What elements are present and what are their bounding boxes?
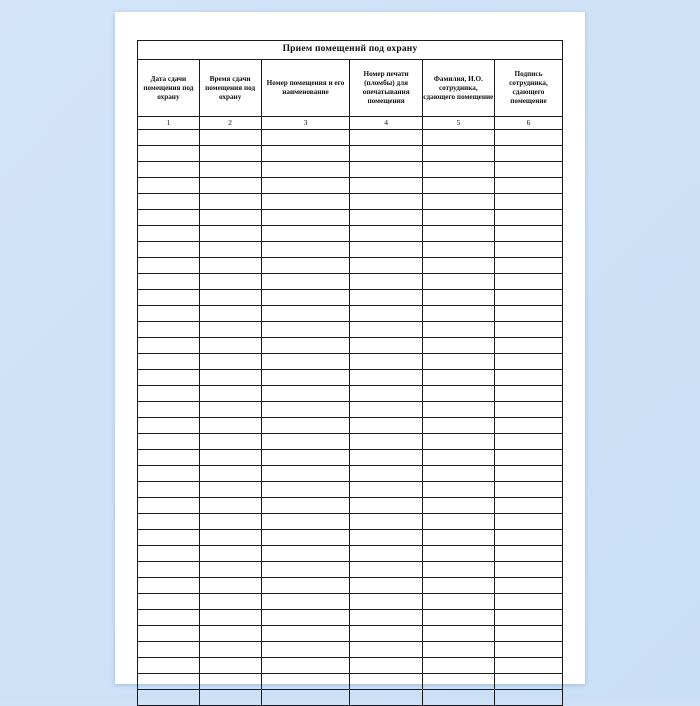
table-cell-empty xyxy=(138,290,200,306)
table-cell-empty xyxy=(261,306,350,322)
table-cell-empty xyxy=(261,434,350,450)
table-cell-empty xyxy=(494,386,562,402)
table-cell-empty xyxy=(494,594,562,610)
table-cell-empty xyxy=(350,386,422,402)
table-row xyxy=(138,242,563,258)
table-cell-empty xyxy=(422,418,494,434)
table-cell-empty xyxy=(494,146,562,162)
table-row xyxy=(138,130,563,146)
table-cell-empty xyxy=(199,594,261,610)
table-cell-empty xyxy=(138,242,200,258)
table-cell-empty xyxy=(261,642,350,658)
table-row xyxy=(138,210,563,226)
table-row xyxy=(138,290,563,306)
table-cell-empty xyxy=(138,322,200,338)
table-cell-empty xyxy=(422,674,494,690)
table-header-row xyxy=(138,60,563,117)
table-cell-empty xyxy=(138,402,200,418)
table-cell-empty xyxy=(422,162,494,178)
table-row xyxy=(138,274,563,290)
table-row xyxy=(138,402,563,418)
table-cell-empty xyxy=(199,450,261,466)
table-row xyxy=(138,466,563,482)
table-row xyxy=(138,306,563,322)
table-cell-empty xyxy=(138,610,200,626)
document-sheet xyxy=(115,12,585,684)
table-cell-empty xyxy=(138,562,200,578)
table-cell-empty xyxy=(138,514,200,530)
table-cell-empty xyxy=(138,594,200,610)
table-cell-empty xyxy=(261,514,350,530)
table-cell-empty xyxy=(138,450,200,466)
table-row xyxy=(138,674,563,690)
table-cell-empty xyxy=(350,322,422,338)
table-row xyxy=(138,610,563,626)
column-number-4: 4 xyxy=(350,117,422,130)
table-row xyxy=(138,418,563,434)
table-cell-empty xyxy=(350,130,422,146)
table-cell-empty xyxy=(199,162,261,178)
table-cell-empty xyxy=(261,402,350,418)
table-cell-empty xyxy=(494,306,562,322)
registration-table xyxy=(137,59,563,706)
table-row xyxy=(138,658,563,674)
table-cell-empty xyxy=(350,146,422,162)
table-cell-empty xyxy=(261,370,350,386)
table-cell-empty xyxy=(261,466,350,482)
table-cell-empty xyxy=(494,658,562,674)
table-cell-empty xyxy=(261,210,350,226)
table-cell-empty xyxy=(138,226,200,242)
column-header-room: Номер помещения и его наименование xyxy=(261,60,350,117)
table-cell-empty xyxy=(261,674,350,690)
table-cell-empty xyxy=(494,434,562,450)
table-cell-empty xyxy=(350,658,422,674)
table-row xyxy=(138,258,563,274)
table-cell-empty xyxy=(199,578,261,594)
table-cell-empty xyxy=(261,146,350,162)
table-cell-empty xyxy=(199,514,261,530)
table-cell-empty xyxy=(422,306,494,322)
table-cell-empty xyxy=(138,546,200,562)
table-cell-empty xyxy=(138,386,200,402)
table-cell-empty xyxy=(494,194,562,210)
table-cell-empty xyxy=(422,482,494,498)
table-cell-empty xyxy=(199,194,261,210)
table-cell-empty xyxy=(261,162,350,178)
table-cell-empty xyxy=(199,258,261,274)
table-cell-empty xyxy=(138,434,200,450)
table-cell-empty xyxy=(261,594,350,610)
table-cell-empty xyxy=(350,258,422,274)
table-cell-empty xyxy=(350,626,422,642)
table-cell-empty xyxy=(261,130,350,146)
table-cell-empty xyxy=(494,450,562,466)
table-cell-empty xyxy=(138,210,200,226)
table-cell-empty xyxy=(422,594,494,610)
table-cell-empty xyxy=(199,498,261,514)
table-number-row xyxy=(138,117,563,130)
table-cell-empty xyxy=(494,258,562,274)
table-cell-empty xyxy=(199,210,261,226)
table-cell-empty xyxy=(199,610,261,626)
table-cell-empty xyxy=(199,306,261,322)
table-row xyxy=(138,498,563,514)
table-cell-empty xyxy=(261,258,350,274)
table-cell-empty xyxy=(422,274,494,290)
table-cell-empty xyxy=(199,178,261,194)
table-row xyxy=(138,514,563,530)
table-cell-empty xyxy=(494,322,562,338)
table-cell-empty xyxy=(350,210,422,226)
table-cell-empty xyxy=(138,130,200,146)
table-cell-empty xyxy=(494,498,562,514)
table-cell-empty xyxy=(261,482,350,498)
table-cell-empty xyxy=(261,610,350,626)
table-cell-empty xyxy=(350,290,422,306)
table-row xyxy=(138,146,563,162)
table-cell-empty xyxy=(199,626,261,642)
table-cell-empty xyxy=(422,402,494,418)
table-cell-empty xyxy=(138,642,200,658)
table-cell-empty xyxy=(494,242,562,258)
table-cell-empty xyxy=(199,290,261,306)
table-cell-empty xyxy=(199,482,261,498)
table-cell-empty xyxy=(261,450,350,466)
table-row xyxy=(138,642,563,658)
table-cell-empty xyxy=(350,370,422,386)
table-cell-empty xyxy=(422,658,494,674)
table-cell-empty xyxy=(350,466,422,482)
table-cell-empty xyxy=(350,546,422,562)
table-cell-empty xyxy=(261,354,350,370)
table-cell-empty xyxy=(199,242,261,258)
table-cell-empty xyxy=(494,370,562,386)
table-cell-empty xyxy=(422,338,494,354)
table-cell-empty xyxy=(138,690,200,706)
table-cell-empty xyxy=(350,162,422,178)
column-header-time: Время сдачи помещения под охрану xyxy=(199,60,261,117)
table-cell-empty xyxy=(350,482,422,498)
table-cell-empty xyxy=(138,626,200,642)
table-cell-empty xyxy=(138,258,200,274)
table-row xyxy=(138,162,563,178)
column-number-2: 2 xyxy=(199,117,261,130)
table-cell-empty xyxy=(350,594,422,610)
table-header xyxy=(138,60,563,130)
table-cell-empty xyxy=(199,418,261,434)
table-row xyxy=(138,530,563,546)
column-number-5: 5 xyxy=(422,117,494,130)
table-cell-empty xyxy=(261,274,350,290)
table-cell-empty xyxy=(350,434,422,450)
table-row xyxy=(138,578,563,594)
table-cell-empty xyxy=(350,690,422,706)
table-cell-empty xyxy=(138,466,200,482)
table-cell-empty xyxy=(422,578,494,594)
table-cell-empty xyxy=(138,530,200,546)
table-body xyxy=(138,130,563,706)
table-cell-empty xyxy=(138,274,200,290)
table-cell-empty xyxy=(494,530,562,546)
table-cell-empty xyxy=(422,546,494,562)
table-row xyxy=(138,626,563,642)
table-cell-empty xyxy=(261,562,350,578)
table-cell-empty xyxy=(350,530,422,546)
document-title: Прием помещений под охрану xyxy=(137,40,563,59)
table-cell-empty xyxy=(138,370,200,386)
table-cell-empty xyxy=(350,242,422,258)
table-cell-empty xyxy=(494,274,562,290)
table-cell-empty xyxy=(261,386,350,402)
table-cell-empty xyxy=(494,178,562,194)
table-cell-empty xyxy=(261,658,350,674)
table-cell-empty xyxy=(350,418,422,434)
table-row xyxy=(138,546,563,562)
table-cell-empty xyxy=(422,626,494,642)
table-cell-empty xyxy=(199,674,261,690)
table-cell-empty xyxy=(138,194,200,210)
table-cell-empty xyxy=(199,546,261,562)
table-cell-empty xyxy=(350,226,422,242)
table-row xyxy=(138,338,563,354)
table-cell-empty xyxy=(422,210,494,226)
column-number-6: 6 xyxy=(494,117,562,130)
column-header-seal: Номер печати (пломбы) для опечатывания помещения xyxy=(350,60,422,117)
table-cell-empty xyxy=(350,450,422,466)
table-row xyxy=(138,482,563,498)
table-cell-empty xyxy=(494,674,562,690)
table-cell-empty xyxy=(494,162,562,178)
table-cell-empty xyxy=(422,370,494,386)
column-header-employee: Фамилия, И.О. сотрудника, сдающего помещение xyxy=(422,60,494,117)
table-cell-empty xyxy=(261,322,350,338)
table-cell-empty xyxy=(261,194,350,210)
table-cell-empty xyxy=(494,482,562,498)
table-cell-empty xyxy=(261,178,350,194)
table-cell-empty xyxy=(199,370,261,386)
table-cell-empty xyxy=(494,226,562,242)
table-cell-empty xyxy=(199,690,261,706)
table-cell-empty xyxy=(261,338,350,354)
table-cell-empty xyxy=(350,178,422,194)
table-cell-empty xyxy=(422,466,494,482)
table-cell-empty xyxy=(350,562,422,578)
table-cell-empty xyxy=(199,226,261,242)
table-cell-empty xyxy=(422,386,494,402)
table-cell-empty xyxy=(494,290,562,306)
table-cell-empty xyxy=(494,642,562,658)
table-cell-empty xyxy=(350,194,422,210)
table-cell-empty xyxy=(422,242,494,258)
table-cell-empty xyxy=(138,658,200,674)
table-cell-empty xyxy=(494,418,562,434)
table-cell-empty xyxy=(494,546,562,562)
table-cell-empty xyxy=(199,530,261,546)
table-cell-empty xyxy=(422,642,494,658)
table-cell-empty xyxy=(199,338,261,354)
table-cell-empty xyxy=(350,514,422,530)
table-cell-empty xyxy=(199,562,261,578)
table-cell-empty xyxy=(138,418,200,434)
table-cell-empty xyxy=(138,306,200,322)
table-cell-empty xyxy=(261,690,350,706)
column-header-signature: Подпись сотрудника, сдающего помещение xyxy=(494,60,562,117)
table-cell-empty xyxy=(199,130,261,146)
table-cell-empty xyxy=(422,434,494,450)
table-cell-empty xyxy=(494,690,562,706)
table-cell-empty xyxy=(422,530,494,546)
column-number-1: 1 xyxy=(138,117,200,130)
table-row xyxy=(138,594,563,610)
sheet-content xyxy=(137,40,563,658)
table-cell-empty xyxy=(422,562,494,578)
table-cell-empty xyxy=(422,178,494,194)
table-cell-empty xyxy=(138,674,200,690)
table-cell-empty xyxy=(199,642,261,658)
table-cell-empty xyxy=(422,322,494,338)
table-cell-empty xyxy=(350,642,422,658)
table-cell-empty xyxy=(350,578,422,594)
table-cell-empty xyxy=(350,354,422,370)
column-number-3: 3 xyxy=(261,117,350,130)
table-cell-empty xyxy=(494,626,562,642)
table-row xyxy=(138,178,563,194)
table-cell-empty xyxy=(199,354,261,370)
table-row xyxy=(138,354,563,370)
table-cell-empty xyxy=(350,338,422,354)
table-cell-empty xyxy=(422,226,494,242)
table-cell-empty xyxy=(261,530,350,546)
table-row xyxy=(138,690,563,706)
table-row xyxy=(138,322,563,338)
table-cell-empty xyxy=(199,402,261,418)
table-cell-empty xyxy=(261,418,350,434)
table-cell-empty xyxy=(350,498,422,514)
table-cell-empty xyxy=(422,498,494,514)
table-cell-empty xyxy=(422,130,494,146)
table-cell-empty xyxy=(261,290,350,306)
table-cell-empty xyxy=(261,546,350,562)
table-cell-empty xyxy=(422,146,494,162)
table-cell-empty xyxy=(350,274,422,290)
table-cell-empty xyxy=(494,354,562,370)
table-cell-empty xyxy=(138,146,200,162)
table-row xyxy=(138,194,563,210)
table-row xyxy=(138,434,563,450)
table-cell-empty xyxy=(261,226,350,242)
table-cell-empty xyxy=(350,610,422,626)
table-cell-empty xyxy=(422,290,494,306)
table-cell-empty xyxy=(422,354,494,370)
column-header-date: Дата сдачи помещения под охрану xyxy=(138,60,200,117)
table-cell-empty xyxy=(199,466,261,482)
table-cell-empty xyxy=(494,578,562,594)
table-cell-empty xyxy=(422,690,494,706)
table-row xyxy=(138,370,563,386)
table-cell-empty xyxy=(138,178,200,194)
table-cell-empty xyxy=(138,578,200,594)
table-row xyxy=(138,386,563,402)
table-cell-empty xyxy=(494,130,562,146)
table-cell-empty xyxy=(261,626,350,642)
table-cell-empty xyxy=(422,610,494,626)
table-cell-empty xyxy=(199,274,261,290)
table-cell-empty xyxy=(422,258,494,274)
table-cell-empty xyxy=(422,194,494,210)
table-cell-empty xyxy=(494,562,562,578)
table-cell-empty xyxy=(138,482,200,498)
table-cell-empty xyxy=(138,498,200,514)
table-cell-empty xyxy=(138,162,200,178)
table-cell-empty xyxy=(494,402,562,418)
table-cell-empty xyxy=(494,466,562,482)
table-cell-empty xyxy=(138,338,200,354)
table-cell-empty xyxy=(350,402,422,418)
table-cell-empty xyxy=(261,242,350,258)
table-cell-empty xyxy=(494,210,562,226)
table-cell-empty xyxy=(199,146,261,162)
table-cell-empty xyxy=(199,322,261,338)
table-cell-empty xyxy=(494,514,562,530)
table-cell-empty xyxy=(261,578,350,594)
table-cell-empty xyxy=(494,338,562,354)
table-cell-empty xyxy=(350,306,422,322)
table-cell-empty xyxy=(494,610,562,626)
table-row xyxy=(138,226,563,242)
table-row xyxy=(138,450,563,466)
table-cell-empty xyxy=(199,434,261,450)
table-cell-empty xyxy=(261,498,350,514)
table-cell-empty xyxy=(350,674,422,690)
table-row xyxy=(138,562,563,578)
table-cell-empty xyxy=(422,514,494,530)
table-cell-empty xyxy=(422,450,494,466)
table-cell-empty xyxy=(199,658,261,674)
table-cell-empty xyxy=(199,386,261,402)
table-cell-empty xyxy=(138,354,200,370)
